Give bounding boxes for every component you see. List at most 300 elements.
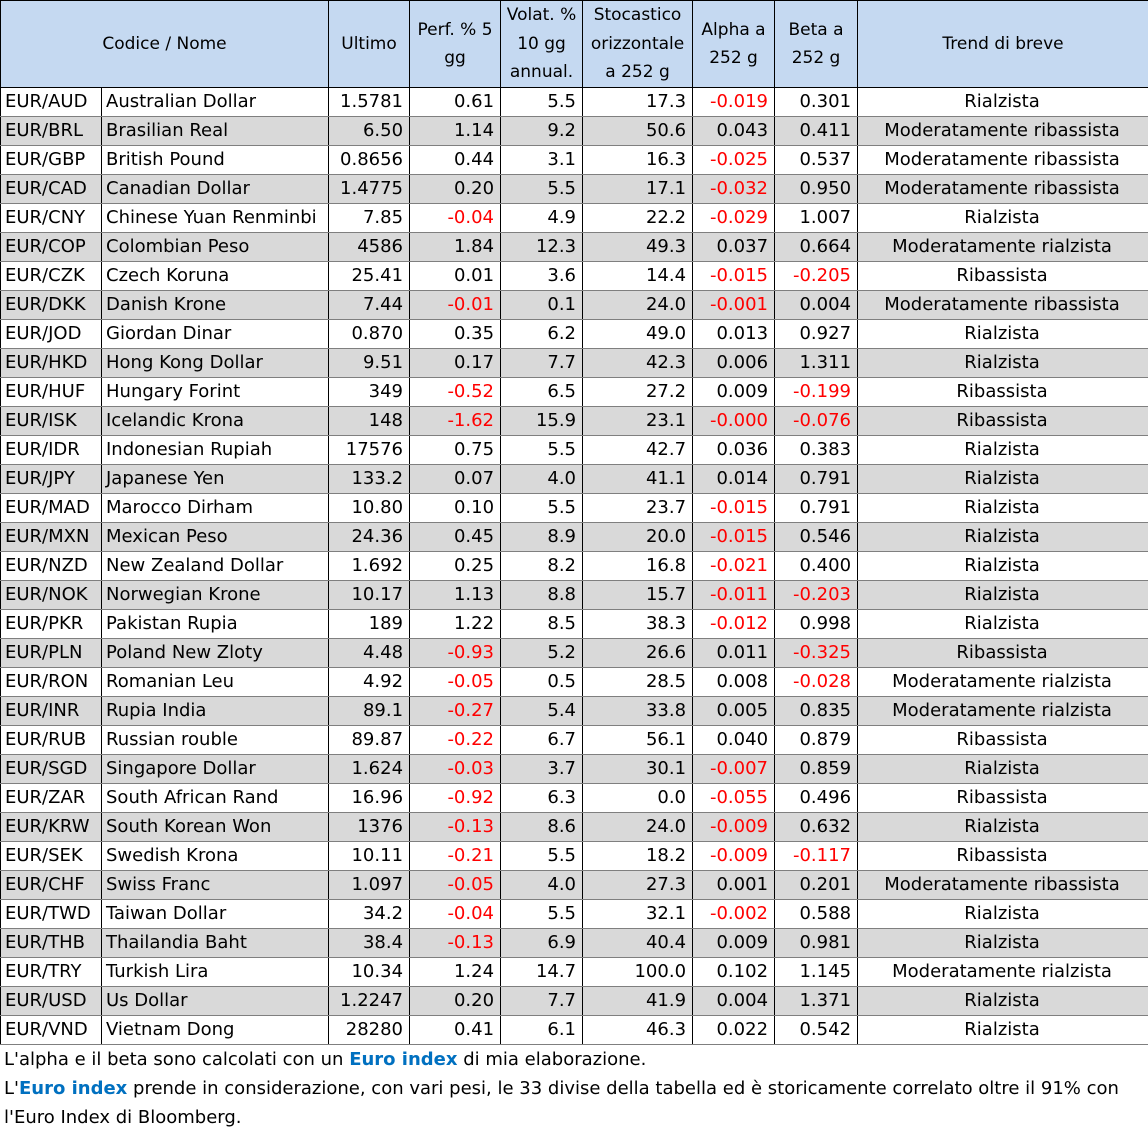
cell-name: Norwegian Krone xyxy=(102,581,329,610)
cell-last: 38.4 xyxy=(329,929,410,958)
cell-perf: 0.35 xyxy=(410,320,501,349)
cell-beta: 0.791 xyxy=(775,465,858,494)
cell-alpha: -0.029 xyxy=(693,204,775,233)
table-row xyxy=(1,1016,1148,1045)
cell-code: EUR/TWD xyxy=(1,900,102,929)
cell-perf: -0.21 xyxy=(410,842,501,871)
cell-stochastic: 100.0 xyxy=(583,958,693,987)
cell-last: 10.34 xyxy=(329,958,410,987)
cell-stochastic: 22.2 xyxy=(583,204,693,233)
cell-stochastic: 49.3 xyxy=(583,233,693,262)
cell-alpha: 0.006 xyxy=(693,349,775,378)
header-row xyxy=(1,1,1148,88)
cell-volatility: 5.5 xyxy=(501,436,583,465)
cell-trend: Rialzista xyxy=(858,320,1148,349)
cell-name: South Korean Won xyxy=(102,813,329,842)
cell-trend: Ribassista xyxy=(858,407,1148,436)
cell-alpha: -0.015 xyxy=(693,523,775,552)
cell-beta: 0.411 xyxy=(775,117,858,146)
cell-volatility: 15.9 xyxy=(501,407,583,436)
cell-name: Rupia India xyxy=(102,697,329,726)
cell-last: 4586 xyxy=(329,233,410,262)
header-beta: Beta a 252 g xyxy=(775,1,858,88)
table-row xyxy=(1,262,1148,291)
cell-alpha: -0.015 xyxy=(693,494,775,523)
cell-volatility: 3.1 xyxy=(501,146,583,175)
cell-alpha: 0.022 xyxy=(693,1016,775,1045)
header-code-name: Codice / Nome xyxy=(1,1,329,88)
cell-name: Swedish Krona xyxy=(102,842,329,871)
cell-stochastic: 18.2 xyxy=(583,842,693,871)
cell-perf: -0.27 xyxy=(410,697,501,726)
cell-last: 1376 xyxy=(329,813,410,842)
header-stochastic: Stocastico orizzontale a 252 g xyxy=(583,1,693,88)
cell-last: 10.17 xyxy=(329,581,410,610)
cell-name: New Zealand Dollar xyxy=(102,552,329,581)
cell-code: EUR/ISK xyxy=(1,407,102,436)
cell-beta: 0.632 xyxy=(775,813,858,842)
cell-volatility: 5.5 xyxy=(501,900,583,929)
cell-code: EUR/USD xyxy=(1,987,102,1016)
cell-last: 133.2 xyxy=(329,465,410,494)
cell-beta: 0.301 xyxy=(775,88,858,117)
cell-name: Mexican Peso xyxy=(102,523,329,552)
table-row xyxy=(1,755,1148,784)
cell-alpha: 0.102 xyxy=(693,958,775,987)
cell-beta: -0.325 xyxy=(775,639,858,668)
cell-stochastic: 20.0 xyxy=(583,523,693,552)
cell-beta: -0.076 xyxy=(775,407,858,436)
cell-name: Czech Koruna xyxy=(102,262,329,291)
cell-code: EUR/VND xyxy=(1,1016,102,1045)
cell-volatility: 0.1 xyxy=(501,291,583,320)
footnotes xyxy=(0,1045,1148,1132)
cell-name: Poland New Zloty xyxy=(102,639,329,668)
cell-trend: Rialzista xyxy=(858,900,1148,929)
table-row xyxy=(1,552,1148,581)
cell-trend: Moderatamente rialzista xyxy=(858,233,1148,262)
cell-volatility: 8.5 xyxy=(501,610,583,639)
cell-volatility: 8.6 xyxy=(501,813,583,842)
cell-code: EUR/GBP xyxy=(1,146,102,175)
cell-trend: Moderatamente ribassista xyxy=(858,871,1148,900)
cell-beta: -0.205 xyxy=(775,262,858,291)
cell-perf: 0.75 xyxy=(410,436,501,465)
table-row xyxy=(1,929,1148,958)
cell-stochastic: 41.1 xyxy=(583,465,693,494)
table-row xyxy=(1,233,1148,262)
cell-code: EUR/JOD xyxy=(1,320,102,349)
cell-beta: 0.998 xyxy=(775,610,858,639)
cell-trend: Ribassista xyxy=(858,784,1148,813)
cell-volatility: 6.7 xyxy=(501,726,583,755)
cell-stochastic: 41.9 xyxy=(583,987,693,1016)
cell-code: EUR/SEK xyxy=(1,842,102,871)
cell-last: 24.36 xyxy=(329,523,410,552)
cell-alpha: -0.002 xyxy=(693,900,775,929)
cell-alpha: -0.025 xyxy=(693,146,775,175)
cell-alpha: 0.040 xyxy=(693,726,775,755)
cell-trend: Rialzista xyxy=(858,494,1148,523)
cell-beta: 0.927 xyxy=(775,320,858,349)
cell-stochastic: 38.3 xyxy=(583,610,693,639)
table-row xyxy=(1,697,1148,726)
cell-alpha: -0.000 xyxy=(693,407,775,436)
cell-trend: Rialzista xyxy=(858,523,1148,552)
cell-alpha: 0.013 xyxy=(693,320,775,349)
cell-name: Turkish Lira xyxy=(102,958,329,987)
cell-trend: Moderatamente ribassista xyxy=(858,175,1148,204)
cell-alpha: 0.009 xyxy=(693,378,775,407)
cell-name: Australian Dollar xyxy=(102,88,329,117)
cell-volatility: 6.5 xyxy=(501,378,583,407)
cell-code: EUR/THB xyxy=(1,929,102,958)
cell-alpha: -0.007 xyxy=(693,755,775,784)
cell-stochastic: 24.0 xyxy=(583,813,693,842)
cell-volatility: 14.7 xyxy=(501,958,583,987)
cell-alpha: 0.014 xyxy=(693,465,775,494)
cell-name: Indonesian Rupiah xyxy=(102,436,329,465)
table-row xyxy=(1,204,1148,233)
table-row xyxy=(1,88,1148,117)
cell-last: 189 xyxy=(329,610,410,639)
cell-alpha: 0.005 xyxy=(693,697,775,726)
table-row xyxy=(1,291,1148,320)
table-row xyxy=(1,465,1148,494)
cell-trend: Ribassista xyxy=(858,726,1148,755)
cell-volatility: 9.2 xyxy=(501,117,583,146)
cell-stochastic: 17.3 xyxy=(583,88,693,117)
table-row xyxy=(1,610,1148,639)
table-row xyxy=(1,523,1148,552)
cell-code: EUR/CHF xyxy=(1,871,102,900)
cell-stochastic: 15.7 xyxy=(583,581,693,610)
cell-alpha: -0.012 xyxy=(693,610,775,639)
header-last: Ultimo xyxy=(329,1,410,88)
cell-name: Colombian Peso xyxy=(102,233,329,262)
cell-trend: Rialzista xyxy=(858,436,1148,465)
cell-volatility: 6.2 xyxy=(501,320,583,349)
table-row xyxy=(1,117,1148,146)
cell-stochastic: 28.5 xyxy=(583,668,693,697)
cell-stochastic: 32.1 xyxy=(583,900,693,929)
cell-last: 1.692 xyxy=(329,552,410,581)
cell-name: Japanese Yen xyxy=(102,465,329,494)
cell-code: EUR/NZD xyxy=(1,552,102,581)
cell-code: EUR/PKR xyxy=(1,610,102,639)
cell-volatility: 3.6 xyxy=(501,262,583,291)
header-volatility: Volat. % 10 gg annual. xyxy=(501,1,583,88)
euro-index-highlight: Euro index xyxy=(18,1078,128,1099)
table-row xyxy=(1,958,1148,987)
cell-perf: 1.13 xyxy=(410,581,501,610)
table-row xyxy=(1,320,1148,349)
cell-stochastic: 16.8 xyxy=(583,552,693,581)
cell-beta: 0.542 xyxy=(775,1016,858,1045)
cell-code: EUR/JPY xyxy=(1,465,102,494)
table-row xyxy=(1,639,1148,668)
header-trend: Trend di breve xyxy=(858,1,1148,88)
table-row xyxy=(1,668,1148,697)
cell-code: EUR/ZAR xyxy=(1,784,102,813)
table-row xyxy=(1,378,1148,407)
cell-alpha: -0.015 xyxy=(693,262,775,291)
cell-name: Danish Krone xyxy=(102,291,329,320)
table-row xyxy=(1,784,1148,813)
header-alpha: Alpha a 252 g xyxy=(693,1,775,88)
cell-volatility: 8.8 xyxy=(501,581,583,610)
cell-code: EUR/RUB xyxy=(1,726,102,755)
cell-perf: 1.84 xyxy=(410,233,501,262)
cell-volatility: 5.5 xyxy=(501,175,583,204)
cell-beta: 0.496 xyxy=(775,784,858,813)
cell-last: 4.48 xyxy=(329,639,410,668)
cell-volatility: 7.7 xyxy=(501,349,583,378)
cell-last: 89.1 xyxy=(329,697,410,726)
cell-last: 10.80 xyxy=(329,494,410,523)
cell-name: Hungary Forint xyxy=(102,378,329,407)
cell-code: EUR/TRY xyxy=(1,958,102,987)
cell-stochastic: 42.7 xyxy=(583,436,693,465)
cell-name: Marocco Dirham xyxy=(102,494,329,523)
cell-last: 89.87 xyxy=(329,726,410,755)
cell-stochastic: 56.1 xyxy=(583,726,693,755)
cell-name: Icelandic Krona xyxy=(102,407,329,436)
cell-trend: Rialzista xyxy=(858,929,1148,958)
cell-stochastic: 14.4 xyxy=(583,262,693,291)
cell-stochastic: 49.0 xyxy=(583,320,693,349)
cell-name: British Pound xyxy=(102,146,329,175)
cell-name: Swiss Franc xyxy=(102,871,329,900)
cell-trend: Rialzista xyxy=(858,349,1148,378)
cell-perf: 1.22 xyxy=(410,610,501,639)
cell-trend: Ribassista xyxy=(858,262,1148,291)
cell-name: South African Rand xyxy=(102,784,329,813)
cell-volatility: 4.9 xyxy=(501,204,583,233)
cell-code: EUR/MAD xyxy=(1,494,102,523)
cell-code: EUR/KRW xyxy=(1,813,102,842)
cell-trend: Rialzista xyxy=(858,813,1148,842)
footnote-2 xyxy=(4,1074,1144,1132)
cell-last: 0.870 xyxy=(329,320,410,349)
cell-beta: -0.028 xyxy=(775,668,858,697)
cell-perf: 0.01 xyxy=(410,262,501,291)
cell-code: EUR/RON xyxy=(1,668,102,697)
cell-trend: Ribassista xyxy=(858,378,1148,407)
cell-trend: Ribassista xyxy=(858,842,1148,871)
cell-trend: Moderatamente ribassista xyxy=(858,117,1148,146)
cell-stochastic: 27.3 xyxy=(583,871,693,900)
cell-perf: -0.22 xyxy=(410,726,501,755)
cell-name: Singapore Dollar xyxy=(102,755,329,784)
cell-last: 9.51 xyxy=(329,349,410,378)
cell-last: 148 xyxy=(329,407,410,436)
cell-volatility: 8.9 xyxy=(501,523,583,552)
cell-stochastic: 0.0 xyxy=(583,784,693,813)
cell-volatility: 5.4 xyxy=(501,697,583,726)
cell-beta: 0.981 xyxy=(775,929,858,958)
cell-last: 1.097 xyxy=(329,871,410,900)
cell-perf: 0.17 xyxy=(410,349,501,378)
cell-code: EUR/COP xyxy=(1,233,102,262)
cell-trend: Rialzista xyxy=(858,204,1148,233)
header-perf: Perf. % 5 gg xyxy=(410,1,501,88)
cell-name: Russian rouble xyxy=(102,726,329,755)
cell-perf: -0.01 xyxy=(410,291,501,320)
cell-beta: 0.879 xyxy=(775,726,858,755)
cell-trend: Moderatamente rialzista xyxy=(858,697,1148,726)
table-row xyxy=(1,581,1148,610)
cell-stochastic: 40.4 xyxy=(583,929,693,958)
table-row xyxy=(1,494,1148,523)
table-row xyxy=(1,407,1148,436)
cell-alpha: -0.011 xyxy=(693,581,775,610)
cell-last: 4.92 xyxy=(329,668,410,697)
table-row xyxy=(1,842,1148,871)
cell-alpha: 0.001 xyxy=(693,871,775,900)
cell-trend: Rialzista xyxy=(858,987,1148,1016)
cell-perf: -0.13 xyxy=(410,929,501,958)
cell-last: 28280 xyxy=(329,1016,410,1045)
cell-perf: 0.20 xyxy=(410,175,501,204)
cell-code: EUR/CZK xyxy=(1,262,102,291)
cell-perf: -0.93 xyxy=(410,639,501,668)
cell-perf: 0.07 xyxy=(410,465,501,494)
cell-trend: Moderatamente ribassista xyxy=(858,146,1148,175)
cell-last: 34.2 xyxy=(329,900,410,929)
cell-stochastic: 26.6 xyxy=(583,639,693,668)
cell-code: EUR/HUF xyxy=(1,378,102,407)
cell-beta: 0.588 xyxy=(775,900,858,929)
cell-alpha: -0.001 xyxy=(693,291,775,320)
cell-code: EUR/DKK xyxy=(1,291,102,320)
cell-code: EUR/PLN xyxy=(1,639,102,668)
cell-trend: Moderatamente rialzista xyxy=(858,958,1148,987)
cell-beta: 0.859 xyxy=(775,755,858,784)
cell-perf: -0.04 xyxy=(410,900,501,929)
cell-volatility: 7.7 xyxy=(501,987,583,1016)
cell-volatility: 4.0 xyxy=(501,465,583,494)
cell-volatility: 0.5 xyxy=(501,668,583,697)
cell-beta: 0.537 xyxy=(775,146,858,175)
cell-beta: 0.835 xyxy=(775,697,858,726)
cell-alpha: -0.009 xyxy=(693,842,775,871)
cell-last: 25.41 xyxy=(329,262,410,291)
cell-name: Giordan Dinar xyxy=(102,320,329,349)
cell-volatility: 5.5 xyxy=(501,842,583,871)
table-row xyxy=(1,987,1148,1016)
cell-beta: 0.950 xyxy=(775,175,858,204)
cell-name: Pakistan Rupia xyxy=(102,610,329,639)
cell-beta: 1.371 xyxy=(775,987,858,1016)
cell-last: 1.5781 xyxy=(329,88,410,117)
cell-beta: 0.791 xyxy=(775,494,858,523)
cell-stochastic: 42.3 xyxy=(583,349,693,378)
cell-name: Romanian Leu xyxy=(102,668,329,697)
cell-alpha: 0.004 xyxy=(693,987,775,1016)
cell-volatility: 6.1 xyxy=(501,1016,583,1045)
cell-alpha: -0.055 xyxy=(693,784,775,813)
cell-trend: Rialzista xyxy=(858,88,1148,117)
cell-stochastic: 17.1 xyxy=(583,175,693,204)
cell-volatility: 12.3 xyxy=(501,233,583,262)
cell-name: Vietnam Dong xyxy=(102,1016,329,1045)
footnote-2-text-b: prende in considerazione, con vari pesi, le 33 divise della tabella ed è storicamente correlato oltre il 91% con l'Euro Index di Bloomberg. xyxy=(4,1078,1119,1128)
euro-index-highlight: Euro index xyxy=(349,1049,458,1070)
footnote-2-text-a: L' xyxy=(4,1078,19,1099)
cell-perf: 0.10 xyxy=(410,494,501,523)
cell-volatility: 5.2 xyxy=(501,639,583,668)
cell-stochastic: 23.1 xyxy=(583,407,693,436)
cell-trend: Moderatamente rialzista xyxy=(858,668,1148,697)
cell-beta: -0.203 xyxy=(775,581,858,610)
cell-beta: 0.004 xyxy=(775,291,858,320)
cell-beta: 0.383 xyxy=(775,436,858,465)
cell-beta: 0.546 xyxy=(775,523,858,552)
cell-alpha: 0.011 xyxy=(693,639,775,668)
cell-perf: -0.13 xyxy=(410,813,501,842)
table-row xyxy=(1,813,1148,842)
cell-perf: 0.25 xyxy=(410,552,501,581)
cell-stochastic: 27.2 xyxy=(583,378,693,407)
cell-trend: Rialzista xyxy=(858,465,1148,494)
cell-perf: -0.04 xyxy=(410,204,501,233)
cell-last: 1.4775 xyxy=(329,175,410,204)
cell-code: EUR/BRL xyxy=(1,117,102,146)
cell-perf: -0.05 xyxy=(410,871,501,900)
table-row xyxy=(1,146,1148,175)
cell-name: Brasilian Real xyxy=(102,117,329,146)
cell-perf: 0.61 xyxy=(410,88,501,117)
cell-volatility: 5.5 xyxy=(501,494,583,523)
cell-trend: Rialzista xyxy=(858,610,1148,639)
table-row xyxy=(1,175,1148,204)
cell-beta: -0.199 xyxy=(775,378,858,407)
cell-last: 349 xyxy=(329,378,410,407)
cell-alpha: -0.032 xyxy=(693,175,775,204)
cell-last: 7.44 xyxy=(329,291,410,320)
cell-volatility: 3.7 xyxy=(501,755,583,784)
cell-last: 10.11 xyxy=(329,842,410,871)
cell-alpha: -0.021 xyxy=(693,552,775,581)
cell-alpha: 0.043 xyxy=(693,117,775,146)
table-row xyxy=(1,349,1148,378)
cell-code: EUR/HKD xyxy=(1,349,102,378)
cell-name: Chinese Yuan Renminbi xyxy=(102,204,329,233)
cell-perf: -0.52 xyxy=(410,378,501,407)
cell-beta: 0.201 xyxy=(775,871,858,900)
cell-name: Taiwan Dollar xyxy=(102,900,329,929)
cell-perf: 0.20 xyxy=(410,987,501,1016)
cell-alpha: 0.036 xyxy=(693,436,775,465)
cell-code: EUR/SGD xyxy=(1,755,102,784)
cell-code: EUR/AUD xyxy=(1,88,102,117)
footnote-1-text-a: L'alpha e il beta sono calcolati con un xyxy=(4,1049,350,1070)
cell-name: Hong Kong Dollar xyxy=(102,349,329,378)
footnote-1-text-b: di mia elaborazione. xyxy=(457,1049,647,1070)
table-row xyxy=(1,726,1148,755)
cell-perf: -1.62 xyxy=(410,407,501,436)
cell-beta: 1.311 xyxy=(775,349,858,378)
footnote-1 xyxy=(4,1045,1144,1074)
cell-beta: 1.007 xyxy=(775,204,858,233)
cell-beta: 0.664 xyxy=(775,233,858,262)
cell-code: EUR/CAD xyxy=(1,175,102,204)
table-row xyxy=(1,900,1148,929)
cell-perf: -0.92 xyxy=(410,784,501,813)
cell-code: EUR/CNY xyxy=(1,204,102,233)
cell-code: EUR/NOK xyxy=(1,581,102,610)
